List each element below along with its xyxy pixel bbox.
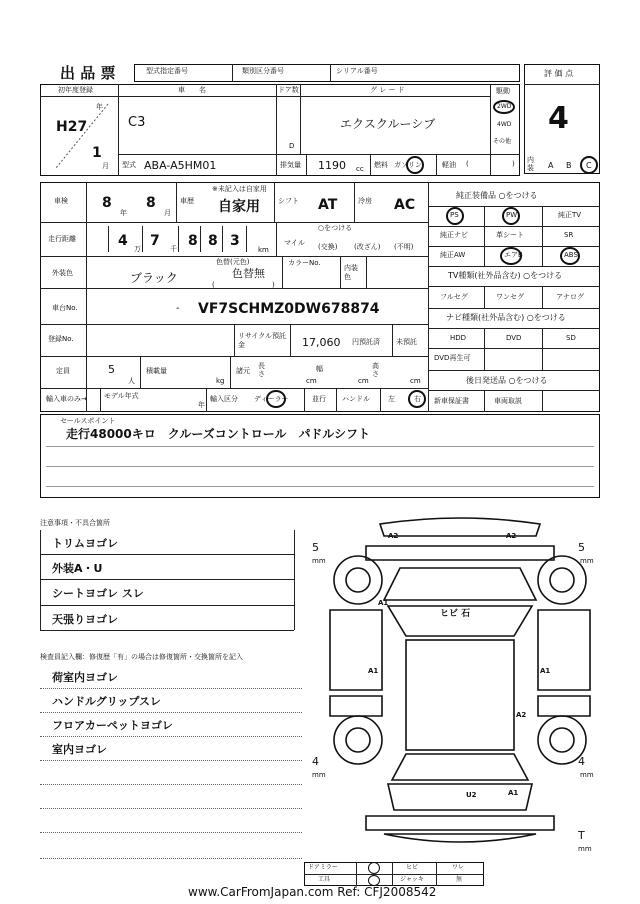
navi-sd: SD <box>566 334 576 342</box>
tread-front-left: 5 <box>312 541 319 554</box>
notes-label: 注意事項・不具合箇所 <box>40 519 110 527</box>
equip-ps: PS <box>450 211 459 219</box>
car-name: C3 <box>128 115 146 130</box>
legend-tools: 工具 <box>318 876 331 883</box>
shaken-label: 車検 <box>54 197 68 205</box>
shift-value: AT <box>318 197 338 213</box>
category-label: 類別区分番号 <box>242 67 284 75</box>
label-a2-top-right: A2 <box>506 532 517 540</box>
sheet-title: 出 品 票 <box>60 64 116 82</box>
mileage-digit-1: 4 <box>118 233 128 249</box>
equip-navi: 純正ナビ <box>440 231 468 239</box>
shaken-month: 8 <box>146 195 156 211</box>
tread-spare: T <box>578 829 585 842</box>
equip-pw-circle <box>502 207 520 225</box>
use-label: 車歴 <box>180 197 194 205</box>
use-note: ※未記入は自家用 <box>212 185 267 193</box>
diagonal-slash <box>50 100 114 172</box>
inspector-2: ハンドルグリップスレ <box>52 695 161 708</box>
equip-tv: 純正TV <box>558 211 582 219</box>
dvd-label: DVD再生可 <box>434 354 471 362</box>
import-dealer: ディーラー <box>254 395 289 403</box>
tread-mm-3: mm <box>312 771 326 779</box>
sales-points-text: 走行48000キロ クルーズコントロール パドルシフト <box>66 427 371 441</box>
id-number-box <box>134 64 520 82</box>
fuel-circle <box>406 156 424 174</box>
equip-abs-circle <box>560 247 580 265</box>
light-oil-label: 軽油 <box>442 161 456 169</box>
recycle-unpaid: 未預託 <box>396 338 417 346</box>
person-unit: 人 <box>128 377 135 385</box>
equip-abs: ABS <box>564 251 578 259</box>
unknown-label: (不明) <box>394 243 414 251</box>
grade-score-label: 評 価 点 <box>544 69 574 78</box>
model-year-label: モデル年式 <box>104 392 139 400</box>
note-4: 天張りヨゴレ <box>52 613 118 626</box>
shaken-year-unit: 年 <box>120 209 127 217</box>
mileage-digit-2: 7 <box>150 233 160 249</box>
modified-label: (改ざん) <box>354 243 381 251</box>
man-unit: 万 <box>134 245 141 253</box>
navi-dvd: DVD <box>506 334 522 342</box>
shaken-year: 8 <box>102 195 112 211</box>
month-unit: 月 <box>102 162 109 170</box>
note-2: 外装A・U <box>52 562 103 575</box>
height-label: 高さ <box>372 362 379 378</box>
navi-hdd: HDD <box>450 334 467 342</box>
label-u2: U2 <box>466 791 477 799</box>
mileage-label: 走行距離 <box>48 235 76 243</box>
tread-mm-1: mm <box>312 557 326 565</box>
use-value: 自家用 <box>218 199 260 215</box>
dealer-circle <box>266 390 286 408</box>
first-reg-year: H27 <box>56 119 88 135</box>
color-value: ブラック <box>130 271 178 285</box>
interior-label: 内装 <box>527 156 534 172</box>
mileage-digit-4: 8 <box>208 233 218 249</box>
tv-fullseg: フルセグ <box>440 293 468 301</box>
car-diagram <box>300 510 610 860</box>
first-reg-label: 初年度登録 <box>58 86 93 94</box>
import-class-label: 輸入区分 <box>210 395 238 403</box>
vin-label: 車台No. <box>52 304 78 312</box>
equip-airbag-circle <box>500 247 522 265</box>
legend-hibi: ヒビ <box>406 864 419 871</box>
inspector-4: 室内ヨゴレ <box>52 743 107 756</box>
sen-unit: 千 <box>170 245 177 253</box>
vin-dash: - <box>176 303 180 314</box>
mileage-digit-3: 8 <box>188 233 198 249</box>
sales-points-label: セールスポイント <box>60 417 116 425</box>
color-no-label: カラーNo. <box>288 259 321 267</box>
length-label: 長さ <box>258 362 265 378</box>
grade-label: グ レ ー ド <box>370 86 405 94</box>
legend-mirror-circle <box>368 862 380 874</box>
dims-label: 諸元 <box>236 367 250 375</box>
left-label: 左 <box>388 395 395 403</box>
shift-label: シフト <box>278 197 299 205</box>
displacement-label: 排気量 <box>280 161 301 169</box>
drive-label: 駆動 <box>496 87 510 95</box>
type-designation-label: 型式指定番号 <box>146 67 188 75</box>
reg-no-label: 登録No. <box>48 335 74 343</box>
recycle-value: 17,060 <box>302 336 341 349</box>
drive-4wd: 4WD <box>497 121 512 128</box>
equip-pw: PW <box>506 211 518 219</box>
legend-door-mirror: ドアミラー <box>308 864 338 871</box>
right-circle <box>408 390 426 408</box>
label-a1-left-mid: A1 <box>368 667 379 675</box>
color-change-value: 色替無 <box>232 267 265 280</box>
legend-ware: ワレ <box>452 864 465 871</box>
tv-title: TV種類(社外品含む) ○をつける <box>448 271 563 280</box>
legend-jack: ジャッキ <box>400 876 424 883</box>
after-manual: 車両取説 <box>494 397 522 405</box>
mile-label: マイル <box>284 239 305 247</box>
swap-label: (交換) <box>318 243 338 251</box>
tread-rear-left: 4 <box>312 755 319 768</box>
drive-other: その他 <box>493 138 512 145</box>
parallel-label: 並行 <box>312 395 326 403</box>
km-unit: km <box>258 246 269 254</box>
first-reg-month: 1 <box>92 145 102 161</box>
serial-label: シリアル番号 <box>336 67 378 75</box>
tv-analog: アナログ <box>556 293 584 301</box>
mileage-digit-5: 3 <box>230 233 240 249</box>
tread-mm-4: mm <box>580 771 594 779</box>
label-a2-top-left: A2 <box>388 532 399 540</box>
label-a1-bottom: A1 <box>508 789 519 797</box>
inspector-3: フロアカーペットヨゴレ <box>52 719 173 732</box>
capacity-value: 5 <box>108 363 115 376</box>
label-a1-right-mid: A1 <box>540 667 551 675</box>
tread-mm-2: mm <box>580 557 594 565</box>
import-label: 輸入車のみ→ <box>46 395 87 403</box>
drive-2wd-circle <box>493 100 515 114</box>
circle-note: ○をつける <box>318 224 353 232</box>
ac-value: AC <box>394 197 416 213</box>
label-a2-right: A2 <box>516 711 527 719</box>
inspector-1: 荷室内ヨゴレ <box>52 671 118 684</box>
cm-unit-2: cm <box>358 377 369 385</box>
color-label: 外装色 <box>52 269 73 277</box>
int-color-label: 内装色 <box>344 264 358 281</box>
width-label: 幅 <box>316 365 323 373</box>
shaken-month-unit: 月 <box>164 209 171 217</box>
grade-score: 4 <box>548 101 569 136</box>
note-3: シートヨゴレ スレ <box>52 587 144 600</box>
fuel-label: 燃料 <box>374 161 388 169</box>
car-name-label: 車 名 <box>178 86 206 94</box>
year-unit: 年 <box>96 103 103 111</box>
footer-watermark: www.CarFromJapan.com Ref: CFJ2008542 <box>188 885 437 899</box>
load-label: 積載量 <box>146 367 167 375</box>
recycle-unit: 円預託済 <box>352 338 380 346</box>
cm-unit-1: cm <box>306 377 317 385</box>
equip-leather: 革シート <box>496 231 524 239</box>
drive-2wd: 2WD <box>497 103 512 110</box>
equip-airbag: エアB <box>504 251 523 259</box>
tread-front-right: 5 <box>578 541 585 554</box>
after-warranty: 新車保証書 <box>434 397 469 405</box>
legend-nashi: 無 <box>456 876 463 883</box>
cc-unit: cc <box>356 165 364 173</box>
model-year-unit: 年 <box>198 401 205 409</box>
tv-oneseg: ワンセグ <box>496 293 524 301</box>
note-1: トリムヨゴレ <box>52 537 118 550</box>
tread-rear-right: 4 <box>578 755 585 768</box>
ac-label: 冷房 <box>358 197 372 205</box>
inspector-label: 検査員記入欄：修復歴「有」の場合は修復箇所・交換箇所を記入 <box>40 653 243 661</box>
equipment-title: 純正装備品 ○をつける <box>456 191 538 200</box>
kg-unit: kg <box>216 377 225 385</box>
interior-c: C <box>586 161 592 170</box>
vin-value: VF7SCHMZ0DW678874 <box>198 301 380 317</box>
model-value: ABA-A5HM01 <box>144 159 217 172</box>
doors-d: D <box>289 142 295 150</box>
fuel-gasoline: ガソリン <box>394 161 422 169</box>
doors-label: ドア数 <box>278 86 299 94</box>
navi-title: ナビ種類(社外品含む) ○をつける <box>446 313 566 322</box>
displacement-value: 1190 <box>318 159 346 172</box>
after-title: 後日発送品 ○をつける <box>466 376 548 385</box>
interior-a: A <box>548 161 554 170</box>
label-a1-left-front: A1 <box>378 599 389 607</box>
label-hibi-ishi: ヒビ 石 <box>440 609 471 619</box>
grade-value: エクスクルーシブ <box>340 117 436 131</box>
right-label: 右 <box>414 395 421 403</box>
tread-mm-5: mm <box>578 845 592 853</box>
interior-b: B <box>566 161 572 170</box>
equip-aw: 純正AW <box>440 251 466 259</box>
model-label: 型式 <box>122 161 136 169</box>
equip-ps-circle <box>446 207 464 225</box>
interior-c-circle <box>580 156 598 174</box>
equip-sr: SR <box>564 231 574 239</box>
cm-unit-3: cm <box>410 377 421 385</box>
recycle-label: リサイクル預託金 <box>238 332 287 349</box>
capacity-label: 定員 <box>56 367 70 375</box>
color-change-label: 色替(元色) <box>216 258 250 266</box>
handle-label: ハンドル <box>342 395 370 403</box>
